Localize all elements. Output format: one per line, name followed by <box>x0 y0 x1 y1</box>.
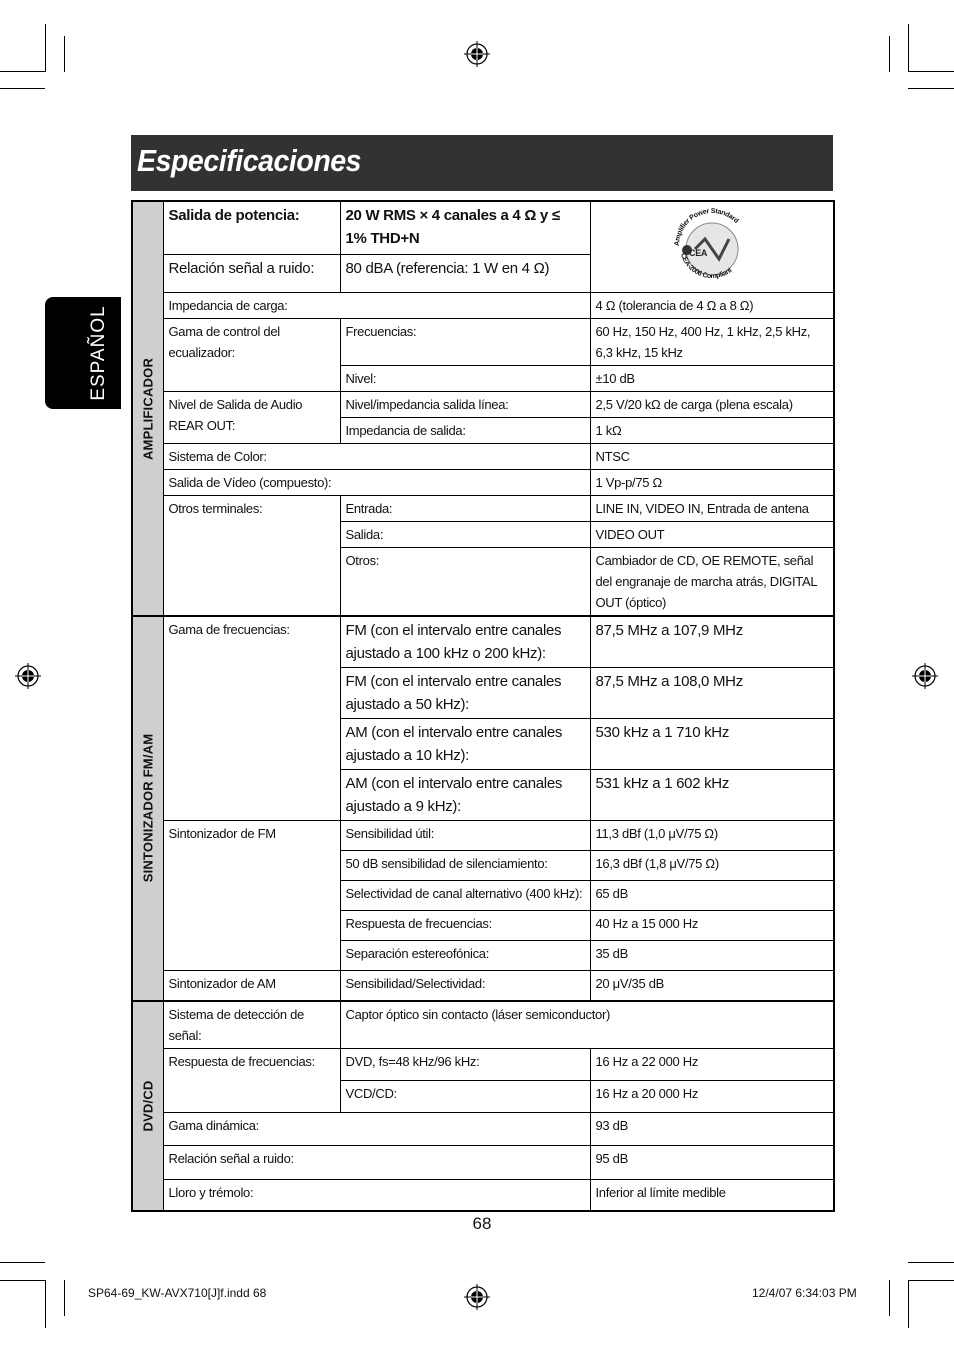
table-row <box>132 1145 834 1179</box>
spec-sublabel: Otros: <box>340 548 590 617</box>
spec-label: Gama de control del ecualizador: <box>163 319 340 392</box>
table-row <box>132 496 834 522</box>
spec-sublabel: Sensibilidad útil: <box>340 821 590 851</box>
crop-mark <box>908 71 954 72</box>
table-row <box>132 821 834 851</box>
spec-sublabel: Entrada: <box>340 496 590 522</box>
spec-value: 2,5 V/20 kΩ de carga (plena escala) <box>590 392 834 418</box>
section-label-amplificador: AMPLIFICADOR <box>132 201 163 616</box>
spec-sublabel: Nivel/impedancia salida línea: <box>340 392 590 418</box>
spec-label: Relación señal a ruido: <box>163 255 340 293</box>
spec-label: Sistema de Color: <box>163 444 590 470</box>
spec-value: Captor óptico sin contacto (láser semiconductor) <box>340 1001 834 1049</box>
spec-sublabel: VCD/CD: <box>340 1080 590 1112</box>
spec-sublabel: Nivel: <box>340 366 590 392</box>
spec-label: Lloro y trémolo: <box>163 1179 590 1211</box>
table-row <box>132 971 834 1001</box>
spec-table <box>131 200 835 1212</box>
crop-mark <box>908 1280 909 1328</box>
section-label-dvd: DVD/CD <box>132 1001 163 1212</box>
spec-label: Impedancia de carga: <box>163 293 590 319</box>
spec-sublabel: DVD, fs=48 kHz/96 kHz: <box>340 1048 590 1080</box>
crop-mark <box>908 1262 954 1263</box>
spec-label: Relación señal a ruido: <box>163 1145 590 1179</box>
spec-value: 530 kHz a 1 710 kHz <box>590 719 834 770</box>
table-row <box>132 1112 834 1145</box>
spec-value: 16 Hz a 22 000 Hz <box>590 1048 834 1080</box>
footer-file-info: SP64-69_KW-AVX710[J]f.indd 68 <box>88 1286 267 1300</box>
spec-value: Cambiador de CD, OE REMOTE, señal del engranaje de marcha atrás, DIGITAL OUT (óptico) <box>590 548 834 617</box>
table-row <box>132 293 834 319</box>
crop-mark <box>908 1280 954 1281</box>
crop-mark <box>64 1280 65 1316</box>
spec-label: Sistema de detección de señal: <box>163 1001 340 1049</box>
spec-value: 93 dB <box>590 1112 834 1145</box>
table-row <box>132 616 834 668</box>
spec-value: Inferior al límite medible <box>590 1179 834 1211</box>
spec-value: 16 Hz a 20 000 Hz <box>590 1080 834 1112</box>
cea-logo-cell <box>590 201 834 293</box>
cea-compliance-logo <box>667 204 757 284</box>
spec-value: 80 dBA (referencia: 1 W en 4 Ω) <box>340 255 590 293</box>
spec-label: Sintonizador de AM <box>163 971 340 1001</box>
spec-value: LINE IN, VIDEO IN, Entrada de antena <box>590 496 834 522</box>
table-row <box>132 201 834 255</box>
crop-mark <box>0 1280 45 1281</box>
table-row <box>132 470 834 496</box>
section-label-sintonizador: SINTONIZADOR FM/AM <box>132 616 163 1001</box>
page-number: 68 <box>472 1214 492 1233</box>
spec-value: 20 μV/35 dB <box>590 971 834 1001</box>
crop-mark <box>45 24 46 72</box>
spec-value: 35 dB <box>590 941 834 971</box>
language-tab <box>45 297 121 409</box>
page-title: Especificaciones <box>137 143 362 178</box>
table-row <box>132 1179 834 1211</box>
spec-value: 40 Hz a 15 000 Hz <box>590 911 834 941</box>
language-tab-label: ESPAÑOL <box>88 305 109 401</box>
crop-mark <box>0 71 45 72</box>
spec-value: 4 Ω (tolerancia de 4 Ω a 8 Ω) <box>590 293 834 319</box>
table-row <box>132 1048 834 1080</box>
spec-value: 20 W RMS × 4 canales a 4 Ω y ≤ 1% THD+N <box>340 201 590 255</box>
logo-bottom-text: CEA-2006 Compliant <box>678 252 733 281</box>
title-bar <box>131 135 833 191</box>
spec-value: ±10 dB <box>590 366 834 392</box>
spec-value: NTSC <box>590 444 834 470</box>
spec-label: Gama de frecuencias: <box>163 616 340 821</box>
logo-top-text: Amplifier Power Standard <box>673 207 740 247</box>
spec-value: 531 kHz a 1 602 kHz <box>590 770 834 821</box>
table-row <box>132 319 834 366</box>
crop-mark <box>64 36 65 72</box>
spec-label: Sintonizador de FM <box>163 821 340 971</box>
crop-mark <box>0 1262 45 1263</box>
spec-value: 1 kΩ <box>590 418 834 444</box>
logo-brand: CEA <box>688 248 707 258</box>
crop-mark <box>908 24 909 72</box>
table-row <box>132 444 834 470</box>
spec-label: Respuesta de frecuencias: <box>163 1048 340 1112</box>
spec-sublabel: 50 dB sensibilidad de silenciamiento: <box>340 851 590 881</box>
registration-mark-icon <box>912 663 938 689</box>
crop-mark <box>908 88 954 89</box>
spec-value: 65 dB <box>590 881 834 911</box>
spec-value: 11,3 dBf (1,0 μV/75 Ω) <box>590 821 834 851</box>
spec-label: Salida de potencia: <box>163 201 340 255</box>
spec-label: Otros terminales: <box>163 496 340 617</box>
spec-sublabel: Respuesta de frecuencias: <box>340 911 590 941</box>
spec-value: 1 Vp-p/75 Ω <box>590 470 834 496</box>
registration-mark-icon <box>15 663 41 689</box>
spec-sublabel: AM (con el intervalo entre canales ajustado a 10 kHz): <box>340 719 590 770</box>
spec-label: Gama dinámica: <box>163 1112 590 1145</box>
spec-value: 87,5 MHz a 108,0 MHz <box>590 668 834 719</box>
crop-mark <box>889 36 890 72</box>
spec-value: 60 Hz, 150 Hz, 400 Hz, 1 kHz, 2,5 kHz, 6,3 kHz, 15 kHz <box>590 319 834 366</box>
crop-mark <box>0 88 45 89</box>
registration-mark-icon <box>464 1284 490 1310</box>
spec-value: VIDEO OUT <box>590 522 834 548</box>
table-row <box>132 392 834 418</box>
spec-value: 95 dB <box>590 1145 834 1179</box>
spec-sublabel: FM (con el intervalo entre canales ajustado a 100 kHz o 200 kHz): <box>340 616 590 668</box>
footer-timestamp: 12/4/07 6:34:03 PM <box>752 1286 857 1300</box>
spec-sublabel: AM (con el intervalo entre canales ajustado a 9 kHz): <box>340 770 590 821</box>
spec-sublabel: Separación estereofónica: <box>340 941 590 971</box>
spec-sublabel: Impedancia de salida: <box>340 418 590 444</box>
spec-value: 16,3 dBf (1,8 μV/75 Ω) <box>590 851 834 881</box>
crop-mark <box>45 1280 46 1328</box>
spec-sublabel: FM (con el intervalo entre canales ajustado a 50 kHz): <box>340 668 590 719</box>
spec-sublabel: Sensibilidad/Selectividad: <box>340 971 590 1001</box>
spec-sublabel: Salida: <box>340 522 590 548</box>
registration-mark-icon <box>464 41 490 67</box>
spec-label: Salida de Vídeo (compuesto): <box>163 470 590 496</box>
spec-sublabel: Selectividad de canal alternativo (400 kHz): <box>340 881 590 911</box>
crop-mark <box>889 1280 890 1316</box>
spec-label: Nivel de Salida de Audio REAR OUT: <box>163 392 340 444</box>
spec-sublabel: Frecuencias: <box>340 319 590 366</box>
spec-value: 87,5 MHz a 107,9 MHz <box>590 616 834 668</box>
table-row <box>132 1001 834 1049</box>
